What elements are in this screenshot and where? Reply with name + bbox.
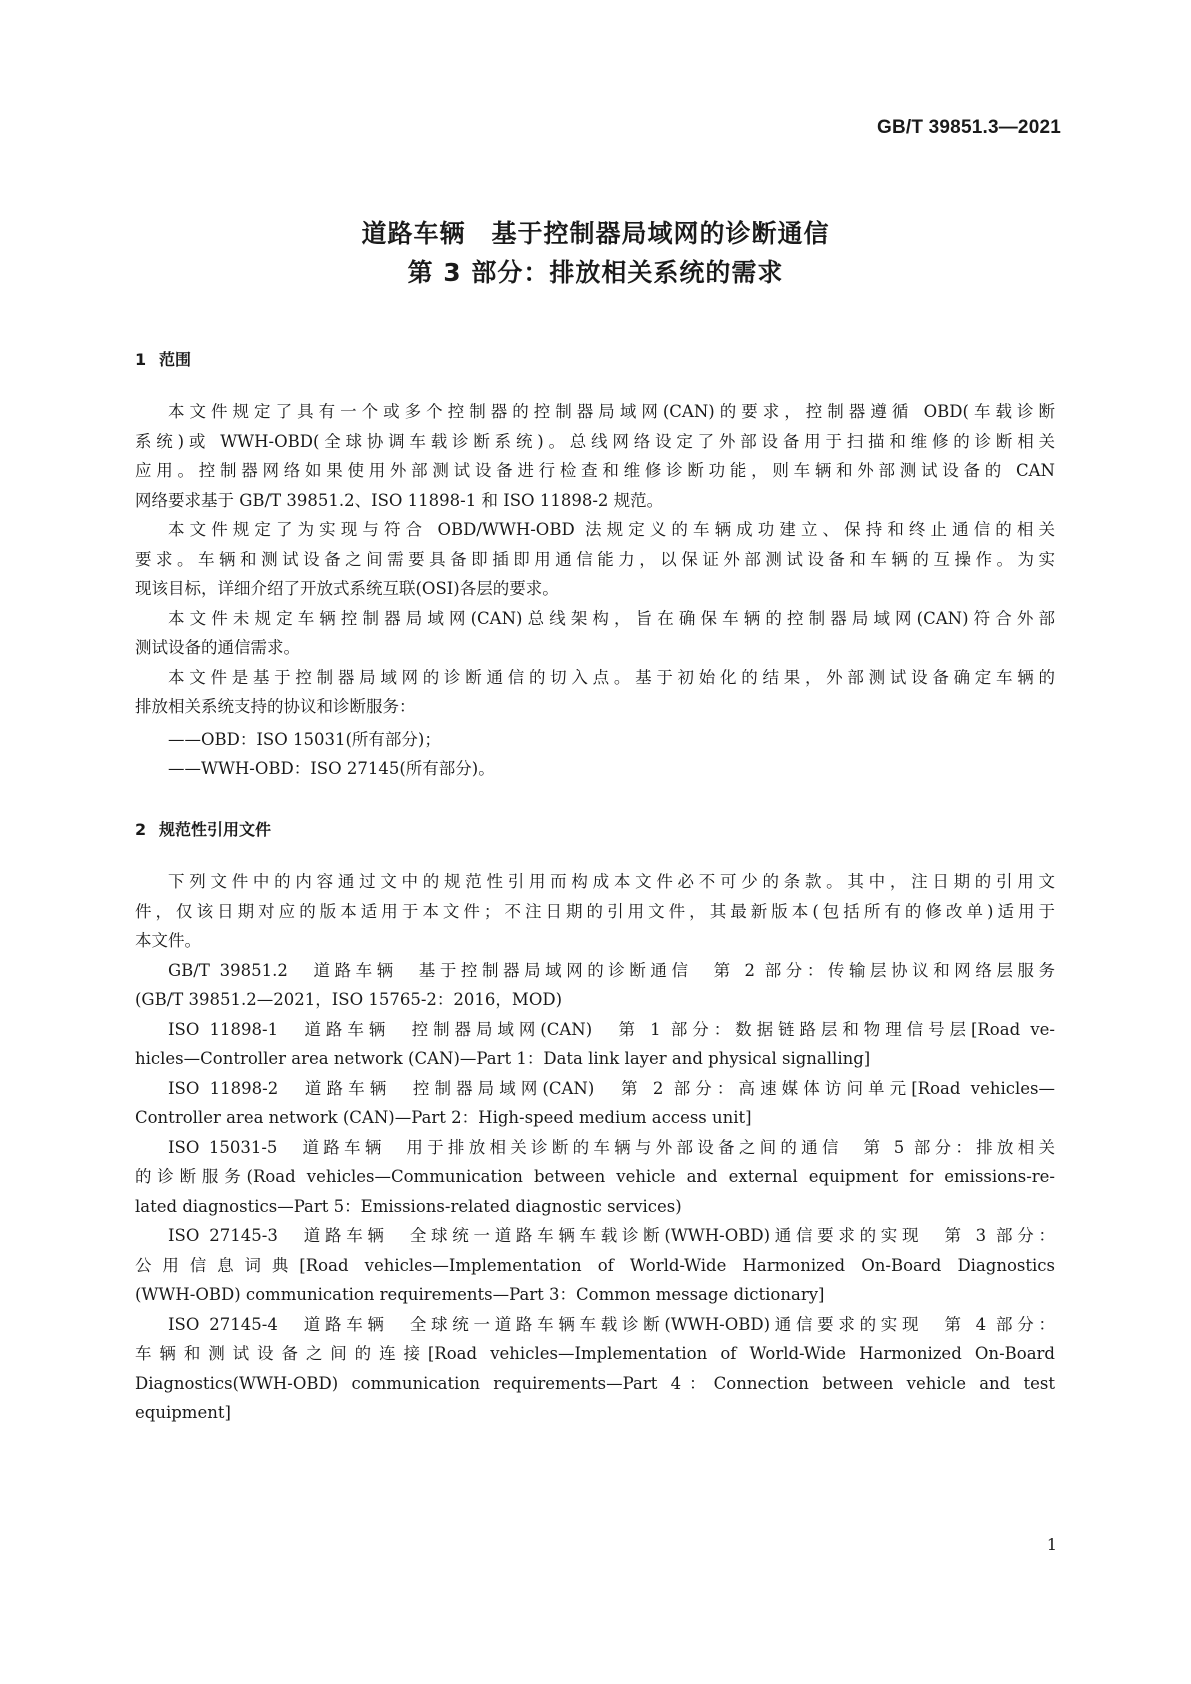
section-title: 规范性引用文件 <box>159 820 272 839</box>
reference-line: 公用信息词典[Road vehicles—Implementation of World-Wide Harmonized On-Board Diagnostics <box>135 1256 1055 1275</box>
document-title-line2: 第 3 部分：排放相关系统的需求 <box>407 258 784 287</box>
reference-line: ISO 11898-1 道路车辆 控制器局域网(CAN) 第 1 部分：数据链路层和物理信号层[Road ve- <box>168 1020 1055 1039</box>
section-heading-normative-references <box>135 817 271 840</box>
reference-line: ISO 27145-3 道路车辆 全球统一道路车辆车载诊断(WWH-OBD)通信要求的实现 第 3 部分： <box>168 1226 1055 1245</box>
paragraph-line: 应用。控制器网络如果使用外部测试设备进行检查和维修诊断功能，则车辆和外部测试设备的 CAN <box>135 461 1055 480</box>
reference-line: Diagnostics(WWH-OBD) communication requirements—Part 4：Connection between vehicle and test <box>135 1374 1055 1393</box>
reference-line: lated diagnostics—Part 5：Emissions-related diagnostic services) <box>135 1197 682 1216</box>
section-heading-scope <box>135 347 191 370</box>
reference-line: (WWH-OBD) communication requirements—Part 3：Common message dictionary] <box>135 1285 825 1304</box>
reference-line: 车辆和测试设备之间的连接[Road vehicles—Implementation of World-Wide Harmonized On-Board <box>135 1344 1055 1363</box>
section-title: 范围 <box>159 350 192 369</box>
paragraph-line: 本文件是基于控制器局域网的诊断通信的切入点。基于初始化的结果，外部测试设备确定车辆的 <box>168 668 1055 687</box>
standard-code: GB/T 39851.3—2021 <box>876 117 1061 138</box>
paragraph-line: 排放相关系统支持的协议和诊断服务： <box>135 697 416 716</box>
reference-line: GB/T 39851.2 道路车辆 基于控制器局域网的诊断通信 第 2 部分：传输层协议和网络层服务 <box>168 961 1055 980</box>
reference-line: ISO 11898-2 道路车辆 控制器局域网(CAN) 第 2 部分：高速媒体访问单元[Road vehicles— <box>168 1079 1055 1098</box>
paragraph-line: 本文件。 <box>135 931 201 950</box>
reference-line: equipment] <box>135 1403 231 1422</box>
paragraph-line: 本文件规定了具有一个或多个控制器的控制器局域网(CAN)的要求，控制器遵循 OBD(车载诊断 <box>168 402 1055 421</box>
paragraph-line: 要求。车辆和测试设备之间需要具备即插即用通信能力，以保证外部测试设备和车辆的互操作。为实 <box>135 550 1055 569</box>
reference-line: ISO 27145-4 道路车辆 全球统一道路车辆车载诊断(WWH-OBD)通信要求的实现 第 4 部分： <box>168 1315 1055 1334</box>
paragraph-line: 测试设备的通信需求。 <box>135 638 300 657</box>
section-number: 1 <box>135 350 147 369</box>
paragraph-line: 下列文件中的内容通过文中的规范性引用而构成本文件必不可少的条款。其中，注日期的引用文 <box>168 872 1055 891</box>
reference-line: 的诊断服务(Road vehicles—Communication between vehicle and external equipment for emissions-re- <box>135 1167 1055 1186</box>
reference-line: (GB/T 39851.2—2021，ISO 15765-2：2016，MOD) <box>135 990 563 1009</box>
paragraph-line: 本文件未规定车辆控制器局域网(CAN)总线架构，旨在确保车辆的控制器局域网(CAN)符合外部 <box>168 609 1055 628</box>
paragraph-line: 本文件规定了为实现与符合 OBD/WWH-OBD 法规定义的车辆成功建立、保持和终止通信的相关 <box>168 520 1055 539</box>
paragraph-line: 件，仅该日期对应的版本适用于本文件；不注日期的引用文件，其最新版本(包括所有的修改单)适用于 <box>135 902 1055 921</box>
reference-line: Controller area network (CAN)—Part 2：High-speed medium access unit] <box>135 1108 752 1127</box>
reference-line: ISO 15031-5 道路车辆 用于排放相关诊断的车辆与外部设备之间的通信 第 5 部分：排放相关 <box>168 1138 1055 1157</box>
list-item: ——OBD：ISO 15031(所有部分)； <box>168 730 441 749</box>
paragraph-line: 系统)或 WWH-OBD(全球协调车载诊断系统)。总线网络设定了外部设备用于扫描和维修的诊断相关 <box>135 432 1055 451</box>
page-number: 1 <box>1046 1535 1057 1554</box>
section-number: 2 <box>135 820 147 839</box>
document-title-line1: 道路车辆 基于控制器局域网的诊断通信 <box>361 219 830 248</box>
reference-line: hicles—Controller area network (CAN)—Part 1：Data link layer and physical signalling] <box>135 1049 871 1068</box>
list-item: ——WWH-OBD：ISO 27145(所有部分)。 <box>168 759 495 778</box>
paragraph-line: 网络要求基于 GB/T 39851.2、ISO 11898-1 和 ISO 11898-2 规范。 <box>135 491 664 510</box>
paragraph-line: 现该目标，详细介绍了开放式系统互联(OSI)各层的要求。 <box>135 579 559 598</box>
